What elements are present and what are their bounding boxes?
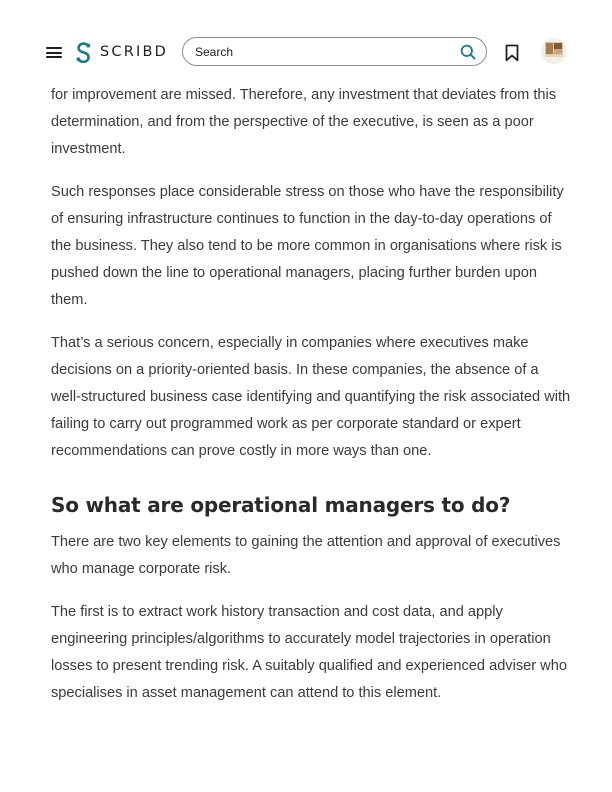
article-paragraph-3: That’s a serious concern, especially in companies where executives make decisions on a priority-oriented basis. In these companies, the absence of a well-structured business case identifying and quantifying the risk associated with failing to carry out programmed work as per corporate standard or expert recommendations can prove costly in more ways than one.: [51, 335, 571, 459]
avatar-image-icon: [541, 38, 567, 64]
article-paragraph-5: The first is to extract work history transaction and cost data, and apply engineering principles/algorithms to accurately model trajectories in operation losses to present trending risk. A suitably qualified and experienced adviser who specialises in asset management can attend to this element.: [51, 604, 567, 701]
scribd-logo-icon: [75, 41, 92, 63]
top-header: [0, 0, 612, 80]
section-heading: So what are operational managers to do?: [51, 493, 511, 517]
search-input[interactable]: [195, 43, 445, 61]
search-icon[interactable]: [460, 44, 476, 60]
user-avatar[interactable]: [541, 38, 567, 64]
hamburger-menu-icon[interactable]: [46, 47, 62, 58]
article-paragraph-1: for improvement are missed. Therefore, any investment that deviates from this determination, and from the perspective of the executive, is seen as a poor investment.: [51, 87, 557, 157]
article-paragraph-4: There are two key elements to gaining the attention and approval of executives who manage corporate risk.: [51, 534, 561, 577]
document-body: [51, 55, 571, 723]
search-bar[interactable]: [182, 37, 487, 66]
logo-wordmark: SCRIBD: [100, 44, 168, 60]
scribd-logo[interactable]: [75, 41, 168, 63]
article-paragraph-2: Such responses place considerable stress on those who have the responsibility of ensuring infrastructure continues to function in the day-to-day operations of the business. They also tend to be more common in organisations where risk is pushed down the line to operational managers, placing further burden upon them.: [51, 184, 564, 308]
bookmark-icon[interactable]: [505, 44, 519, 62]
